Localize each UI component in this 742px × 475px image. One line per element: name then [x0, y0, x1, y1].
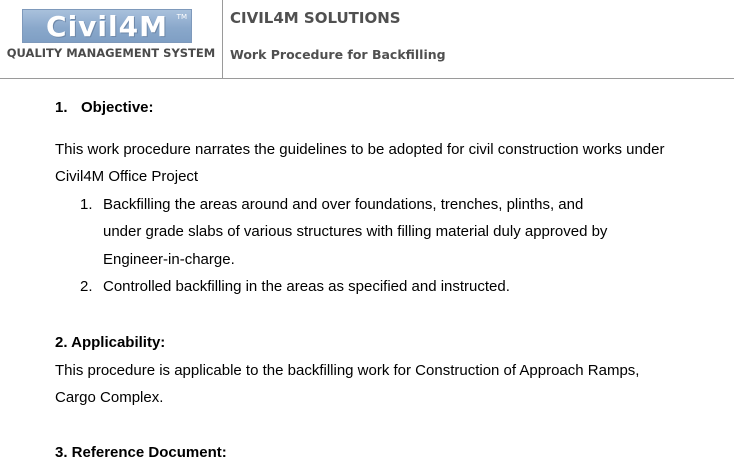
objective-item-1-line-2: under grade slabs of various structures with filling material duly approved by — [103, 223, 608, 240]
objective-heading — [55, 99, 154, 117]
objective-number: 1. — [55, 99, 68, 116]
objective-intro-line-2: Civil4M Office Project — [55, 168, 199, 185]
objective-item-2-line-1: Controlled backfilling in the areas as specified and instructed. — [103, 278, 510, 295]
document-title: Work Procedure for Backfilling — [230, 47, 446, 62]
objective-intro-line-1: This work procedure narrates the guidelines to be adopted for civil construction works under — [55, 141, 665, 158]
objective-item-1-line-3: Engineer-in-charge. — [103, 251, 235, 268]
company-name: CIVIL4M SOLUTIONS — [230, 9, 401, 27]
objective-title: Objective: — [81, 99, 154, 116]
applicability-line-1: This procedure is applicable to the backfilling work for Construction of Approach Ramps, — [55, 362, 640, 379]
objective-item-1-number: 1. — [80, 196, 93, 213]
system-name: QUALITY MANAGEMENT SYSTEM — [6, 46, 216, 60]
objective-item-2-number: 2. — [80, 278, 93, 295]
logo-wordmark: Civil4M — [46, 9, 168, 43]
applicability-heading: 2. Applicability: — [55, 334, 166, 351]
logo-trademark: TM — [176, 13, 187, 21]
applicability-line-2: Cargo Complex. — [55, 389, 164, 406]
reference-heading: 3. Reference Document: — [55, 444, 227, 461]
objective-item-1-line-1: Backfilling the areas around and over foundations, trenches, plinths, and — [103, 196, 584, 213]
